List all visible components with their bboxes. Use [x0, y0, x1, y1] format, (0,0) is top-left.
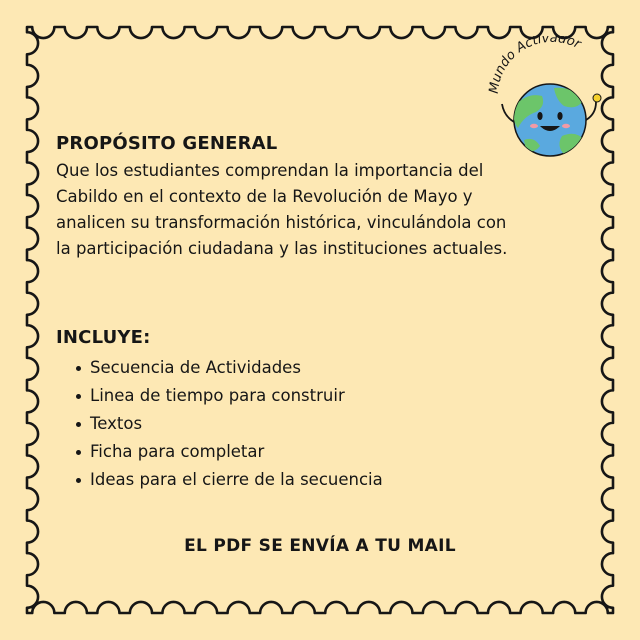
purpose-paragraph	[56, 158, 576, 262]
list-item: Ideas para el cierre de la secuencia	[76, 466, 576, 494]
purpose-line: Cabildo en el contexto de la Revolución de Mayo y	[56, 187, 473, 206]
purpose-section	[56, 132, 576, 262]
purpose-line: la participación ciudadana y las instituciones actuales.	[56, 239, 508, 258]
svg-text:Mundo Activador	[487, 36, 585, 95]
includes-heading: INCLUYE:	[56, 327, 151, 348]
includes-section	[56, 326, 576, 494]
purpose-heading: PROPÓSITO GENERAL	[56, 133, 278, 154]
pdf-delivery-notice: EL PDF SE ENVÍA A TU MAIL	[184, 536, 456, 556]
purpose-line: Que los estudiantes comprendan la importancia del	[56, 161, 484, 180]
logo-text: Mundo Activador	[486, 36, 583, 95]
list-item: Secuencia de Actividades	[76, 354, 576, 382]
includes-list	[56, 354, 576, 494]
purpose-line: analicen su transformación histórica, vinculándola con	[56, 213, 507, 232]
list-item: Textos	[76, 410, 576, 438]
list-item: Ficha para completar	[76, 438, 576, 466]
list-item: Linea de tiempo para construir	[76, 382, 576, 410]
